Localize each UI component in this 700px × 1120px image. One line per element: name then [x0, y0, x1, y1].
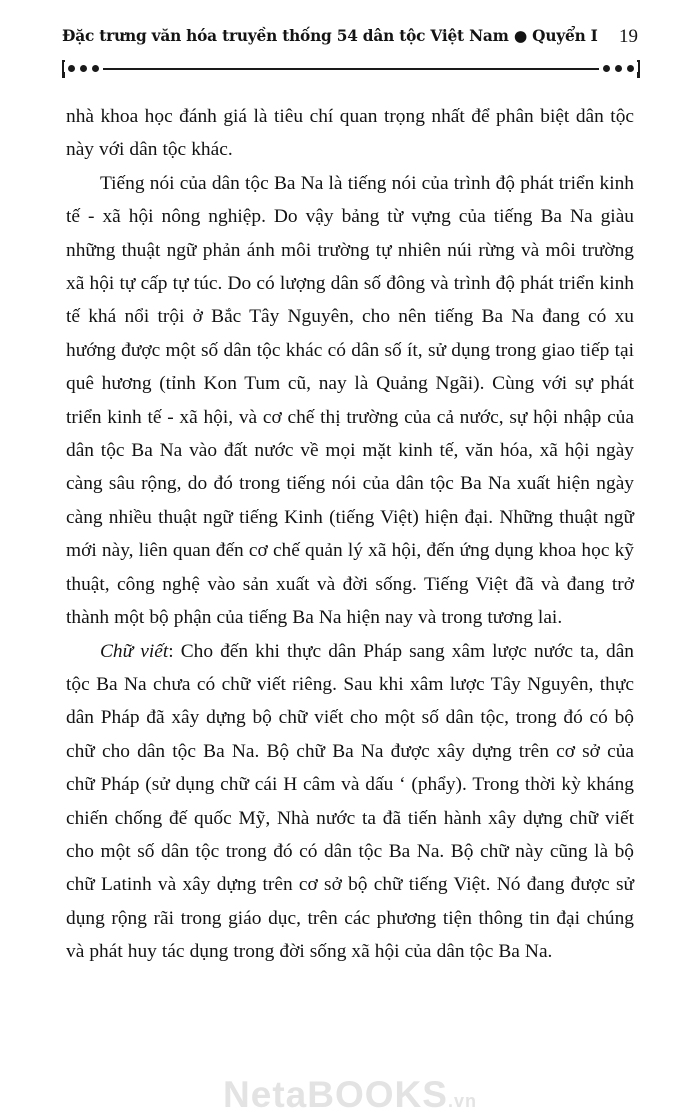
dot-icon — [80, 65, 87, 72]
paragraph-script-text: : Cho đến khi thực dân Pháp sang xâm lược nước ta, dân tộc Ba Na chưa có chữ viết riêng. Sau khi xâm lược Tây Nguyên, thực dân Pháp đã xây dựng bộ chữ viết cho một số dân tộc, trong đó có bộ chữ cho dân tộc Ba Na. Bộ chữ Ba Na được xây dựng trên cơ sở của chữ Pháp (sử dụng chữ cái H câm và dấu ‘ (phẩy). Trong thời kỳ kháng chiến chống đế quốc Mỹ, Nhà nước ta đã tiến hành xây dựng chữ viết cho một số dân tộc trong đó có dân tộc Ba Na. Bộ chữ này cũng là bộ chữ Latinh và xây dựng trên cơ sở bộ chữ tiếng Việt. Nó đang được sử dụng rộng rãi trong giáo dục, trên các phương tiện thông tin đại chúng và phát huy tác dụng trong đời sống xã hội của dân tộc Ba Na. — [66, 640, 634, 963]
watermark-text: NetaBOOKS — [223, 1074, 448, 1115]
paragraph-script — [66, 635, 634, 969]
divider-dots-right — [599, 62, 638, 72]
divider-line — [62, 68, 640, 70]
paragraph-script-lead: Chữ viết — [100, 640, 169, 662]
header-divider — [62, 60, 640, 78]
paragraph-language: Tiếng nói của dân tộc Ba Na là tiếng nói của trình độ phát triển kinh tế - xã hội nông nghiệp. Do vậy bảng từ vựng của tiếng Ba Na giàu những thuật ngữ phản ánh môi trường tự nhiên núi rừng và môi trường xã hội tự cấp tự túc. Do có lượng dân số đông và trình độ phát triển kinh tế khá nổi trội ở Bắc Tây Nguyên, cho nên tiếng Ba Na đang có xu hướng được một số dân tộc khác có dân số ít, sử dụng trong giao tiếp tại quê hương (tỉnh Kon Tum cũ, nay là Quảng Ngãi). Cùng với sự phát triển kinh tế - xã hội, và cơ chế thị trường của cả nước, sự hội nhập của dân tộc Ba Na vào đất nước về mọi mặt kinh tế, văn hóa, xã hội ngày càng sâu rộng, do đó trong tiếng nói của dân tộc Ba Na xuất hiện ngày càng nhiều thuật ngữ tiếng Kinh (tiếng Việt) hiện đại. Những thuật ngữ mới này, liên quan đến cơ chế quản lý xã hội, đến ứng dụng khoa học kỹ thuật, công nghệ vào sản xuất và đời sống. Tiếng Việt đã và đang trở thành một bộ phận của tiếng Ba Na hiện nay và trong tương lai. — [66, 172, 634, 629]
dot-icon — [627, 65, 634, 72]
dot-icon — [68, 65, 75, 72]
watermark — [0, 1074, 700, 1116]
page-body — [66, 100, 634, 969]
divider-dots-left — [64, 62, 103, 72]
dot-icon — [615, 65, 622, 72]
watermark-suffix: .vn — [447, 1091, 477, 1111]
dot-icon — [92, 65, 99, 72]
paragraph-continuation: nhà khoa học đánh giá là tiêu chí quan trọng nhất để phân biệt dân tộc này với dân tộc khác. — [66, 106, 634, 161]
page-header — [62, 26, 640, 60]
running-head-title: Đặc trưng văn hóa truyền thống 54 dân tộc Việt Nam ● Quyển I — [62, 26, 598, 45]
dot-icon — [603, 65, 610, 72]
page-number: 19 — [619, 26, 638, 47]
